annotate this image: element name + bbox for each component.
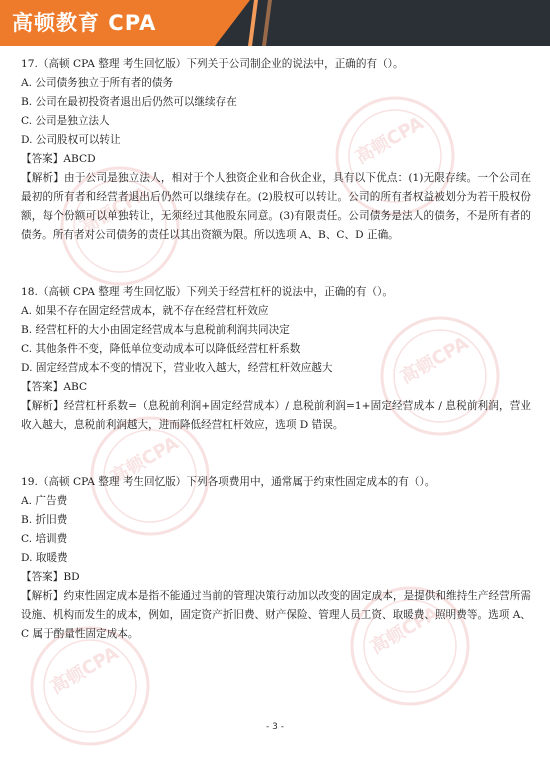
option-a: A. 公司债务独立于所有者的债务	[21, 77, 174, 89]
spacer	[21, 264, 531, 283]
answer: 【答案】ABCD	[21, 153, 96, 165]
brand-title: 高顿教育 CPA	[12, 11, 157, 35]
explanation: 【解析】经营杠杆系数=（息税前利润+固定经营成本）/ 息税前利润=1+固定经营成本 / 息税前利润，营业收入越大，息税前利润越大，进而降低经营杠杆效应，选项 D 错误。	[21, 400, 531, 431]
option-d: D. 公司股权可以转让	[21, 134, 121, 146]
question-title: 19.（高顿 CPA 整理 考生回忆版）下列各项费用中，通常属于约束性固定成本的有（）。	[21, 476, 436, 488]
spacer	[21, 245, 531, 264]
page-number: - 3 -	[266, 722, 284, 732]
spacer	[21, 454, 531, 473]
watermark-text: 高顿CPA	[352, 112, 428, 169]
explanation: 【解析】约束性固定成本是指不能通过当前的管理决策行动加以改变的固定成本，是提供和维持生产经营所需设施、机构而发生的成本，例如，固定资产折旧费、财产保险、管理人员工资、取暖费、照明费等。选项 A、C 属于酌量性固定成本。	[21, 590, 531, 640]
option-b: B. 经营杠杆的大小由固定经营成本与息税前利润共同决定	[21, 324, 290, 336]
answer: 【答案】ABC	[21, 381, 88, 393]
option-d: D. 取暖费	[21, 552, 68, 564]
option-b: B. 公司在最初投资者退出后仍然可以继续存在	[21, 96, 237, 108]
header-stripe	[262, 0, 272, 46]
answer: 【答案】BD	[21, 571, 80, 583]
explanation: 【解析】由于公司是独立法人，相对于个人独资企业和合伙企业，具有以下优点：(1)无限存续。一个公司在最初的所有者和经营者退出后仍然可以继续存在。(2)股权可以转让。公司的所有者权益被划分为若干股权份额，每个份额可以单独转让，无须经过其他股东同意。(3)有限责任。公司债务是法人的债务，不是所有者的债务。所有者对公司债务的责任以其出资额为限。所以选项 A、B、C、D 正确。	[21, 172, 531, 241]
question-19	[21, 473, 531, 644]
header-banner	[0, 0, 550, 46]
watermark-text: 高顿CPA	[77, 182, 153, 239]
watermark-text: 高顿CPA	[107, 432, 183, 489]
header-stripe	[248, 0, 258, 46]
option-b: B. 折旧费	[21, 514, 68, 526]
question-18	[21, 283, 531, 435]
watermark-text: 高顿CPA	[47, 642, 123, 699]
question-title: 17.（高顿 CPA 整理 考生回忆版）下列关于公司制企业的说法中，正确的有（）。	[21, 58, 404, 70]
option-c: C. 其他条件不变，降低单位变动成本可以降低经营杠杆系数	[21, 343, 301, 355]
question-title: 18.（高顿 CPA 整理 考生回忆版）下列关于经营杠杆的说法中，正确的有（）。	[21, 286, 393, 298]
option-d: D. 固定经营成本不变的情况下，营业收入越大，经营杠杆效应越大	[21, 362, 333, 374]
option-a: A. 广告费	[21, 495, 68, 507]
document-content	[21, 55, 531, 644]
spacer	[21, 435, 531, 454]
question-17	[21, 55, 531, 245]
option-c: C. 培训费	[21, 533, 68, 545]
option-a: A. 如果不存在固定经营成本，就不存在经营杠杆效应	[21, 305, 269, 317]
watermark-text: 高顿CPA	[367, 602, 443, 659]
option-c: C. 公司是独立法人	[21, 115, 110, 127]
watermark-text: 高顿CPA	[397, 332, 473, 389]
